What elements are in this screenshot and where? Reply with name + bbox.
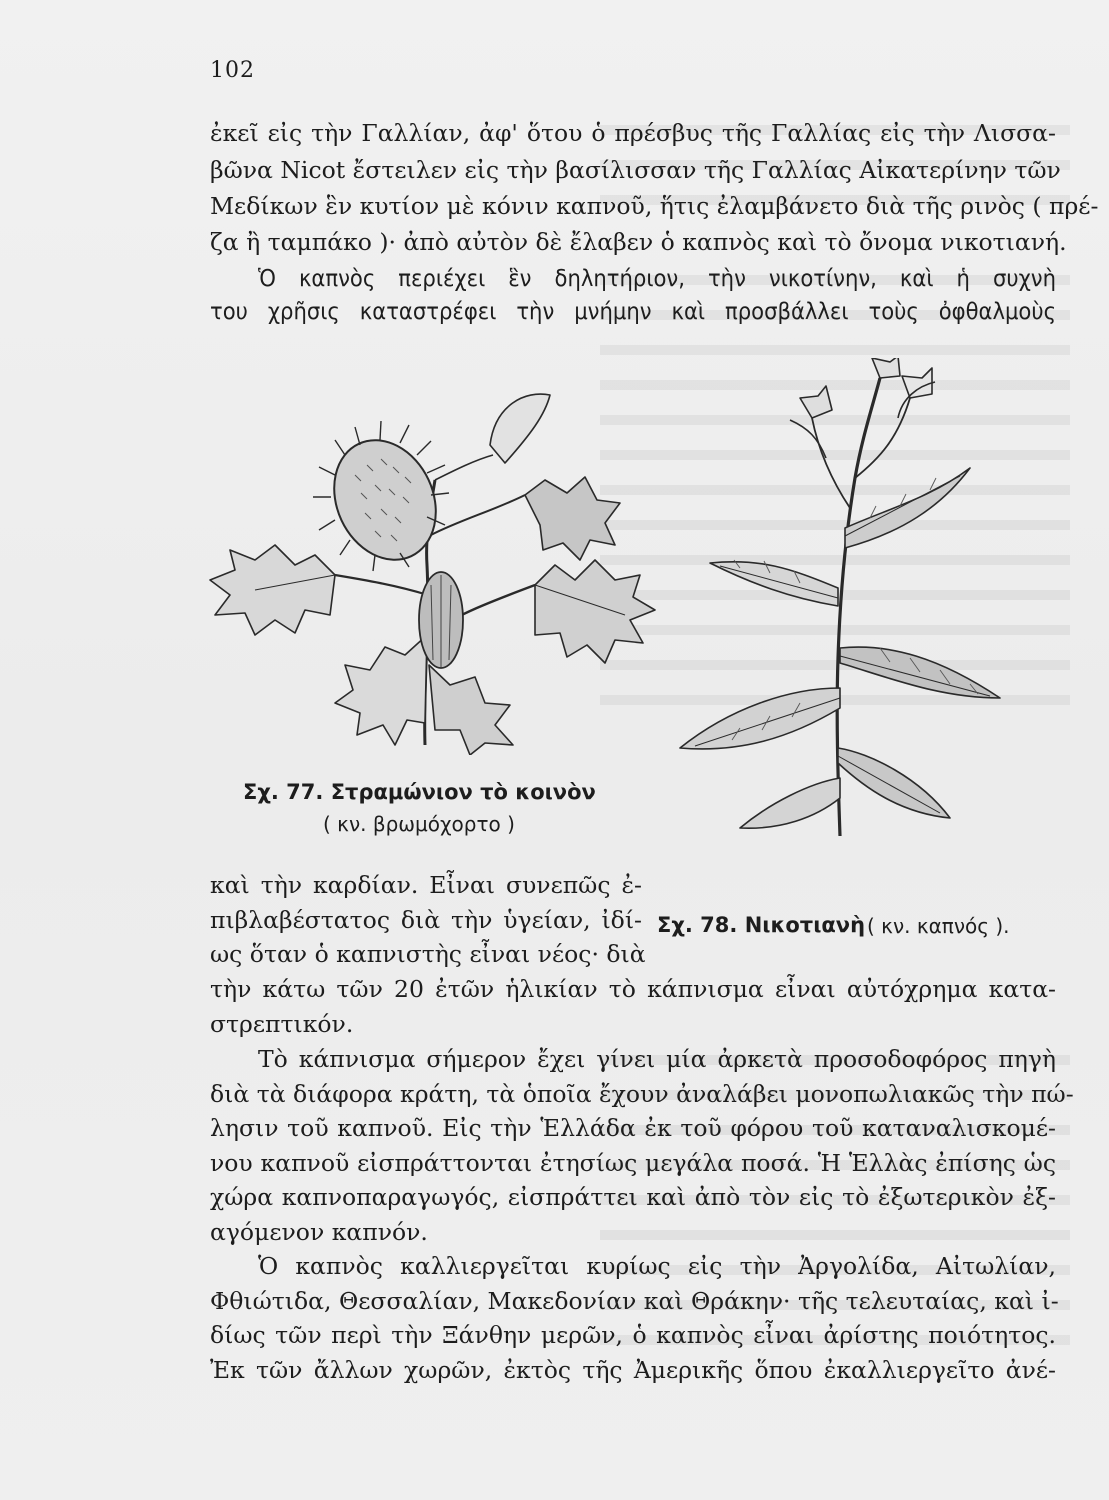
figure-77-subcaption: ( κν. βρωμόχορτο ) <box>323 812 515 836</box>
figure-78-caption: Σχ. 78. Νικοτιανὴ <box>657 913 866 937</box>
figure-78-subcaption: ( κν. καπνός ). <box>867 914 1010 938</box>
text-line: χώρα καπνοπαραγωγός, εἰσπράττει καὶ ἀπὸ τὸν εἰς τὸ ἐξωτερικὸν ἐξ- <box>210 1183 1056 1211</box>
text-line: του χρῆσις καταστρέφει τὴν μνήμην καὶ προσβάλλει τοὺς ὀφθαλμοὺς <box>210 297 1056 325</box>
text-line: καὶ τὴν καρδίαν. Εἶναι συνεπῶς ἐ- <box>210 871 642 899</box>
text-line: δίως τῶν περὶ τὴν Ξάνθην μερῶν, ὁ καπνὸς εἶναι ἀρίστης ποιότητος. <box>210 1321 1056 1349</box>
text-line: στρεπτικόν. <box>210 1010 354 1038</box>
text-line: βῶνα Nicot ἔστειλεν εἰς τὴν βασίλισσαν τῆς Γαλλίας Αἰκατερίνην τῶν <box>210 156 1061 184</box>
text-line: ἐκεῖ εἰς τὴν Γαλλίαν, ἀφ' ὅτου ὁ πρέσβυς τῆς Γαλλίας εἰς τὴν Λισσα- <box>210 119 1056 147</box>
text-line: διὰ τὰ διάφορα κράτη, τὰ ὁποῖα ἔχουν ἀναλάβει μονοπωλιακῶς τὴν πώ- <box>210 1080 1074 1108</box>
text-line: ως ὅταν ὁ καπνιστὴς εἶναι νέος· διὰ <box>210 940 646 968</box>
text-line: Ὁ καπνὸς περιέχει ἓν δηλητήριον, τὴν νικοτίνην, καὶ ἡ συχνὴ <box>258 264 1056 292</box>
text-line: νου καπνοῦ εἰσπράττονται ἐτησίως μεγάλα ποσά. Ἡ Ἑλλὰς ἐπίσης ὡς <box>210 1149 1056 1177</box>
text-line: αγόμενον καπνόν. <box>210 1218 428 1246</box>
text-line: Μεδίκων ἓν κυτίον μὲ κόνιν καπνοῦ, ἥτις ἐλαμβάνετο διὰ τῆς ρινὸς ( πρέ- <box>210 192 1099 220</box>
figure-78-tobacco-illustration <box>640 358 1040 838</box>
figure-77-datura-illustration <box>195 385 665 755</box>
figure-77-caption: Σχ. 77. Στραμώνιον τὸ κοινὸν <box>243 780 596 804</box>
text-line: τὴν κάτω τῶν 20 ἐτῶν ἡλικίαν τὸ κάπνισμα εἶναι αὐτόχρημα κατα- <box>210 975 1056 1003</box>
text-line: Τὸ κάπνισμα σήμερον ἔχει γίνει μία ἀρκετὰ προσοδοφόρος πηγὴ <box>258 1045 1056 1073</box>
page-number: 102 <box>210 58 255 83</box>
text-line: Ὁ καπνὸς καλλιεργεῖται κυρίως εἰς τὴν Ἀργολίδα, Αἰτωλίαν, <box>258 1252 1056 1280</box>
text-line: πιβλαβέστατος διὰ τὴν ὑγείαν, ἰδί- <box>210 906 642 934</box>
text-line: λησιν τοῦ καπνοῦ. Εἰς τὴν Ἑλλάδα ἐκ τοῦ φόρου τοῦ καταναλισκομέ- <box>210 1114 1056 1142</box>
text-line: Ἐκ τῶν ἄλλων χωρῶν, ἐκτὸς τῆς Ἀμερικῆς ὅπου ἐκαλλιεργεῖτο ἀνέ- <box>210 1356 1056 1384</box>
text-line: ζα ἢ ταμπάκο )· ἀπὸ αὐτὸν δὲ ἔλαβεν ὁ καπνὸς καὶ τὸ ὄνομα νικοτιανή. <box>210 228 1067 256</box>
text-line: Φθιώτιδα, Θεσσαλίαν, Μακεδονίαν καὶ Θράκην· τῆς τελευταίας, καὶ ἰ- <box>210 1287 1059 1315</box>
